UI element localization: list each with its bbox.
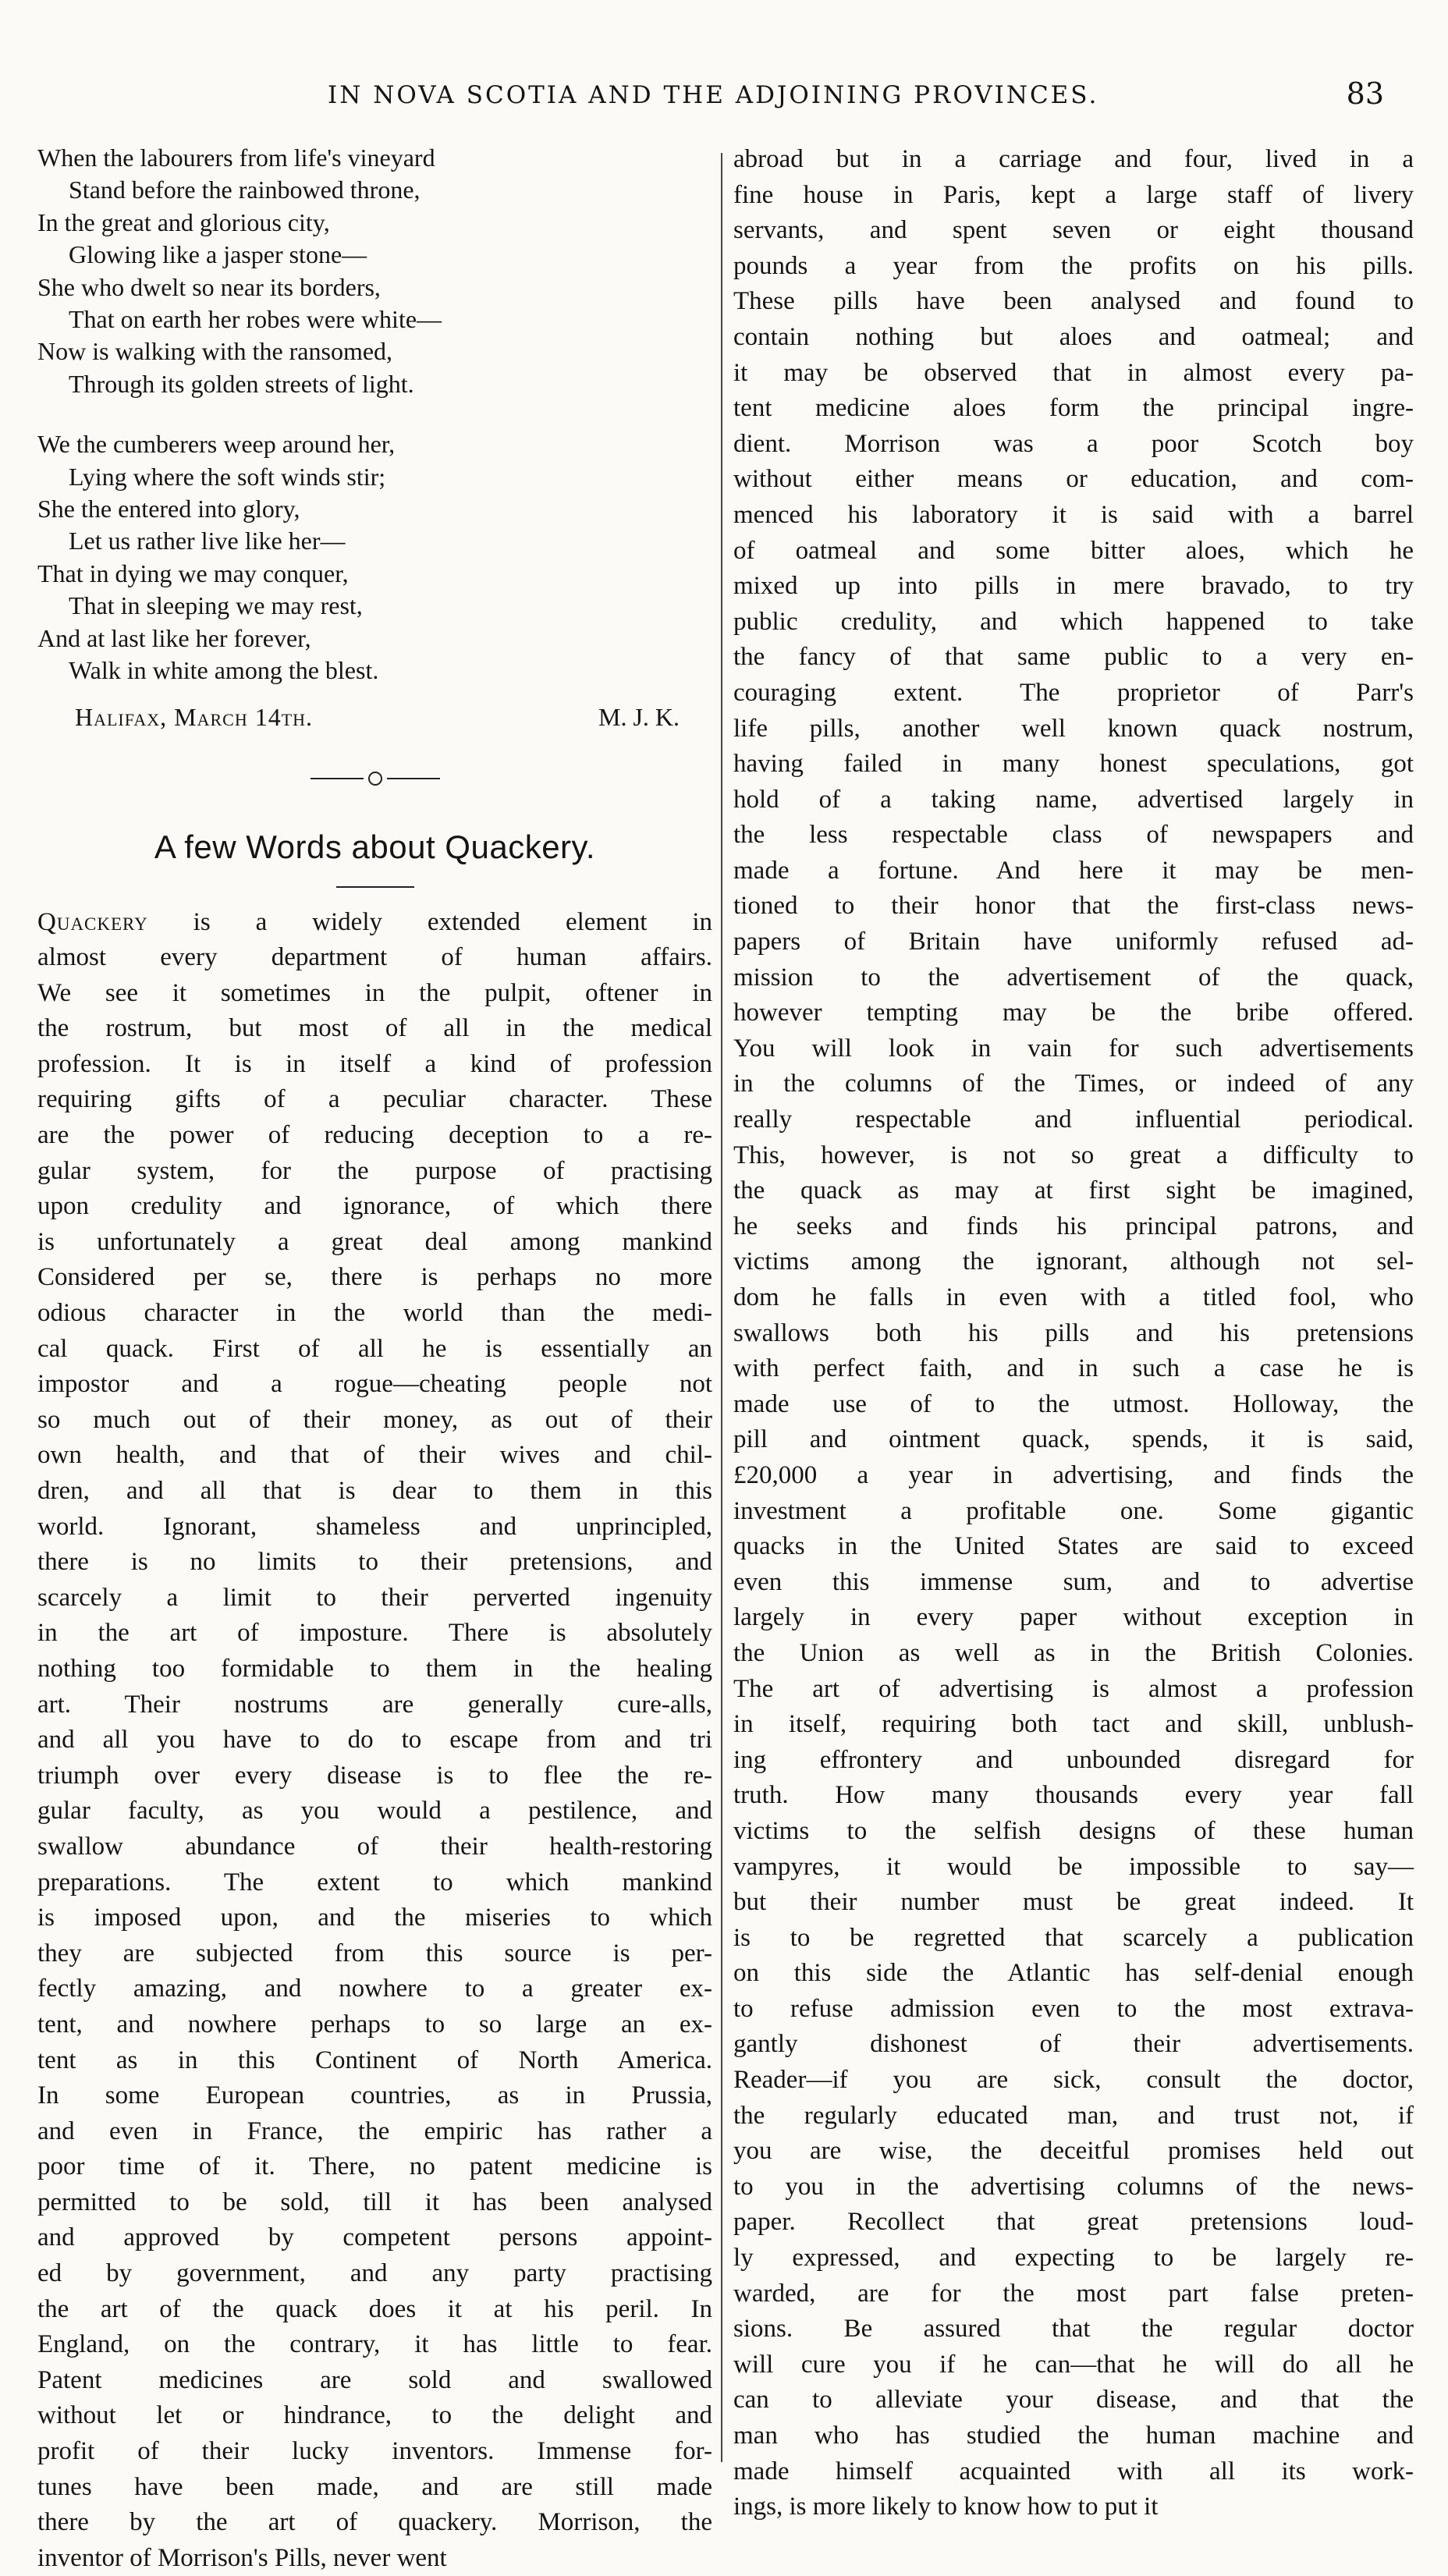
body-line: The art of advertising is almost a profession (733, 1672, 1414, 1708)
body-line: Considered per se, there is perhaps no more (37, 1260, 712, 1296)
poem-dateline (37, 703, 712, 732)
body-line: and all you have to do to escape from and tri (37, 1723, 712, 1758)
lead-word: Quackery (37, 908, 148, 936)
body-line: cal quack. First of all he is essentially an (37, 1332, 712, 1368)
body-line: public credulity, and which happened to take (733, 605, 1414, 640)
left-column (37, 142, 712, 2576)
body-line: abroad but in a carriage and four, lived in a (733, 142, 1414, 178)
poem-line: Let us rather live like her— (37, 525, 712, 557)
body-line: life pills, another well known quack nostrum, (733, 711, 1414, 747)
body-line: the art of the quack does it at his peril. In (37, 2292, 712, 2328)
body-line: mission to the advertisement of the quack, (733, 960, 1414, 996)
body-line-text: is a widely extended element in (148, 908, 712, 936)
body-line: is imposed upon, and the miseries to which (37, 1900, 712, 1936)
body-line: contain nothing but aloes and oatmeal; and (733, 320, 1414, 356)
body-line: swallow abundance of their health-restoring (37, 1829, 712, 1865)
poem-line: She the entered into glory, (37, 493, 712, 525)
body-line: £20,000 a year in advertising, and finds the (733, 1458, 1414, 1494)
body-line: triumph over every disease is to flee the re- (37, 1758, 712, 1794)
body-line: sions. Be assured that the regular doctor (733, 2312, 1414, 2347)
body-line: odious character in the world than the medi- (37, 1296, 712, 1332)
body-line: papers of Britain have uniformly refused ad- (733, 924, 1414, 960)
body-line: will cure you if he can—that he will do all he (733, 2347, 1414, 2383)
body-line: can to alleviate your disease, and that the (733, 2383, 1414, 2418)
body-line: even this immense sum, and to advertise (733, 1565, 1414, 1601)
poem-line: Walk in white among the blest. (37, 655, 712, 687)
poem-line: Stand before the rainbowed throne, (37, 174, 712, 206)
body-line: gular system, for the purpose of practising (37, 1154, 712, 1190)
body-line: profession. It is in itself a kind of profession (37, 1047, 712, 1083)
body-line: are the power of reducing deception to a re- (37, 1118, 712, 1154)
body-line: there by the art of quackery. Morrison, the (37, 2505, 712, 2541)
body-line: impostor and a rogue—cheating people not (37, 1367, 712, 1403)
poem-line: Through its golden streets of light. (37, 368, 712, 400)
body-line: on this side the Atlantic has self-denial enough (733, 1956, 1414, 1992)
body-line: profit of their lucky inventors. Immense for- (37, 2434, 712, 2470)
column-rule (721, 153, 722, 2462)
body-line: hold of a taking name, advertised largely in (733, 782, 1414, 818)
body-line: without either means or education, and com- (733, 462, 1414, 498)
body-line: gular faculty, as you would a pestilence, and (37, 1794, 712, 1829)
body-line: man who has studied the human machine and (733, 2418, 1414, 2454)
body-line: warded, are for the most part false preten- (733, 2276, 1414, 2312)
body-line: investment a profitable one. Some gigantic (733, 1494, 1414, 1530)
body-line: You will look in vain for such advertisements (733, 1031, 1414, 1067)
body-line: to refuse admission even to the most extrava- (733, 1992, 1414, 2028)
title-rule (336, 886, 414, 888)
body-line: without let or hindrance, to the delight and (37, 2398, 712, 2434)
body-line: art. Their nostrums are generally cure-alls, (37, 1687, 712, 1723)
body-line: in the columns of the Times, or indeed of any (733, 1066, 1414, 1102)
body-line: dient. Morrison was a poor Scotch boy (733, 427, 1414, 463)
body-line: menced his laboratory it is said with a barrel (733, 498, 1414, 534)
body-line: swallows both his pills and his pretensions (733, 1316, 1414, 1352)
body-line: is unfortunately a great deal among mankind (37, 1225, 712, 1261)
body-line: preparations. The extent to which mankind (37, 1865, 712, 1901)
body-line: paper. Recollect that great pretensions loud- (733, 2205, 1414, 2241)
body-line: the less respectable class of newspapers and (733, 818, 1414, 853)
poem-line: In the great and glorious city, (37, 207, 712, 239)
divider-rule-left (311, 778, 364, 779)
body-line: made a fortune. And here it may be men- (733, 853, 1414, 889)
body-line: upon credulity and ignorance, of which there (37, 1189, 712, 1225)
body-line: victims among the ignorant, although not sel- (733, 1244, 1414, 1280)
body-line: ly expressed, and expecting to be largely re- (733, 2241, 1414, 2276)
body-line: so much out of their money, as out of their (37, 1403, 712, 1439)
poem-line: We the cumberers weep around her, (37, 428, 712, 460)
body-line: the rostrum, but most of all in the medical (37, 1011, 712, 1047)
body-line: ed by government, and any party practising (37, 2256, 712, 2292)
body-line: and approved by competent persons appoint- (37, 2220, 712, 2256)
body-line: you are wise, the deceitful promises held out (733, 2134, 1414, 2170)
divider-ornament-icon (368, 772, 382, 786)
page-number: 83 (1347, 76, 1384, 111)
body-line: dren, and all that is dear to them in this (37, 1474, 712, 1510)
poem (37, 142, 712, 687)
body-line: tent medicine aloes form the principal ingre- (733, 391, 1414, 427)
body-line: own health, and that of their wives and chil- (37, 1438, 712, 1474)
poem-line: And at last like her forever, (37, 623, 712, 655)
body-line: it may be observed that in almost every pa- (733, 356, 1414, 392)
body-line: pill and ointment quack, spends, it is said, (733, 1422, 1414, 1458)
body-line: mixed up into pills in mere bravado, to try (733, 569, 1414, 605)
right-column (733, 142, 1414, 2525)
body-line: In some European countries, as in Prussia, (37, 2078, 712, 2114)
section-divider (37, 766, 712, 789)
body-line: victims to the selfish designs of these human (733, 1814, 1414, 1850)
author-initials: M. J. K. (598, 703, 680, 732)
body-line: in the art of imposture. There is absolutely (37, 1616, 712, 1652)
poem-line: When the labourers from life's vineyard (37, 142, 712, 174)
body-line: he seeks and finds his principal patrons, and (733, 1209, 1414, 1245)
body-line: made use of to the utmost. Holloway, the (733, 1387, 1414, 1423)
poem-line: That on earth her robes were white— (37, 303, 712, 335)
body-line: the fancy of that same public to a very en- (733, 640, 1414, 676)
body-line: scarcely a limit to their perverted ingenuity (37, 1581, 712, 1616)
body-line: These pills have been analysed and found to (733, 284, 1414, 320)
body-line: really respectable and influential periodical. (733, 1102, 1414, 1138)
body-line: tent, and nowhere perhaps to so large an ex- (37, 2007, 712, 2043)
body-line: truth. How many thousands every year fall (733, 1778, 1414, 1814)
body-line: quacks in the United States are said to exceed (733, 1529, 1414, 1565)
body-line: the quack as may at first sight be imagined, (733, 1173, 1414, 1209)
body-line: however tempting may be the bribe offered. (733, 995, 1414, 1031)
poem-stanza-2 (37, 428, 712, 687)
body-line: Patent medicines are sold and swallowed (37, 2363, 712, 2399)
body-line: couraging extent. The proprietor of Parr's (733, 676, 1414, 711)
poem-line: Lying where the soft winds stir; (37, 461, 712, 493)
article-title: A few Words about Quackery. (37, 829, 712, 866)
body-line: inventor of Morrison's Pills, never went (37, 2541, 712, 2576)
body-line: vampyres, it would be impossible to say— (733, 1850, 1414, 1886)
body-line: We see it sometimes in the pulpit, oftener in (37, 976, 712, 1012)
body-line: there is no limits to their pretensions, and (37, 1545, 712, 1581)
body-line: the regularly educated man, and trust not, if (733, 2099, 1414, 2134)
body-line: permitted to be sold, till it has been analysed (37, 2185, 712, 2221)
body-line: largely in every paper without exception in (733, 1600, 1414, 1636)
body-line: ing effrontery and unbounded disregard for (733, 1743, 1414, 1779)
body-line: made himself acquainted with all its work- (733, 2454, 1414, 2490)
body-line: England, on the contrary, it has little to fear. (37, 2327, 712, 2363)
body-line: dom he falls in even with a titled fool, who (733, 1280, 1414, 1316)
article-body-left (37, 905, 712, 2576)
body-line: nothing too formidable to them in the healing (37, 1652, 712, 1687)
body-line: in itself, requiring both tact and skill, unblush- (733, 1707, 1414, 1743)
body-line: servants, and spent seven or eight thousand (733, 213, 1414, 249)
body-line: pounds a year from the profits on his pills. (733, 249, 1414, 285)
body-line: Reader—if you are sick, consult the doctor, (733, 2063, 1414, 2099)
poem-line: Now is walking with the ransomed, (37, 335, 712, 367)
body-line: they are subjected from this source is per- (37, 1936, 712, 1972)
page-header (0, 0, 1448, 117)
body-line: and even in France, the empiric has rather a (37, 2114, 712, 2150)
body-line: gantly dishonest of their advertisements. (733, 2027, 1414, 2063)
body-line: poor time of it. There, no patent medicine is (37, 2149, 712, 2185)
body-line: almost every department of human affairs. (37, 940, 712, 976)
running-head: IN NOVA SCOTIA AND THE ADJOINING PROVINCES. (328, 81, 1098, 109)
body-line: This, however, is not so great a difficulty to (733, 1138, 1414, 1174)
body-line: but their number must be great indeed. It (733, 1885, 1414, 1921)
body-line: is to be regretted that scarcely a publication (733, 1921, 1414, 1957)
body-line: fectly amazing, and nowhere to a greater ex- (37, 1971, 712, 2007)
body-line: tent as in this Continent of North America. (37, 2043, 712, 2079)
article-body-right (733, 142, 1414, 2525)
body-line: requiring gifts of a peculiar character. These (37, 1082, 712, 1118)
divider-rule-right (387, 778, 440, 779)
place-date: Halifax, March 14th. (75, 703, 313, 732)
body-line: tioned to their honor that the first-class news- (733, 889, 1414, 924)
body-line: tunes have been made, and are still made (37, 2470, 712, 2506)
body-line (37, 905, 712, 941)
poem-line: Glowing like a jasper stone— (37, 239, 712, 271)
poem-line: That in dying we may conquer, (37, 558, 712, 590)
body-line: having failed in many honest speculations, got (733, 747, 1414, 782)
body-line: of oatmeal and some bitter aloes, which he (733, 534, 1414, 569)
poem-line: That in sleeping we may rest, (37, 590, 712, 622)
body-line: with perfect faith, and in such a case he is (733, 1351, 1414, 1387)
body-line: fine house in Paris, kept a large staff of livery (733, 178, 1414, 214)
body-line: the Union as well as in the British Colonies. (733, 1636, 1414, 1672)
body-line: to you in the advertising columns of the news- (733, 2170, 1414, 2205)
poem-stanza-1 (37, 142, 712, 400)
body-line: ings, is more likely to know how to put it (733, 2489, 1414, 2525)
poem-line: She who dwelt so near its borders, (37, 271, 712, 303)
body-line: world. Ignorant, shameless and unprincipled, (37, 1510, 712, 1545)
